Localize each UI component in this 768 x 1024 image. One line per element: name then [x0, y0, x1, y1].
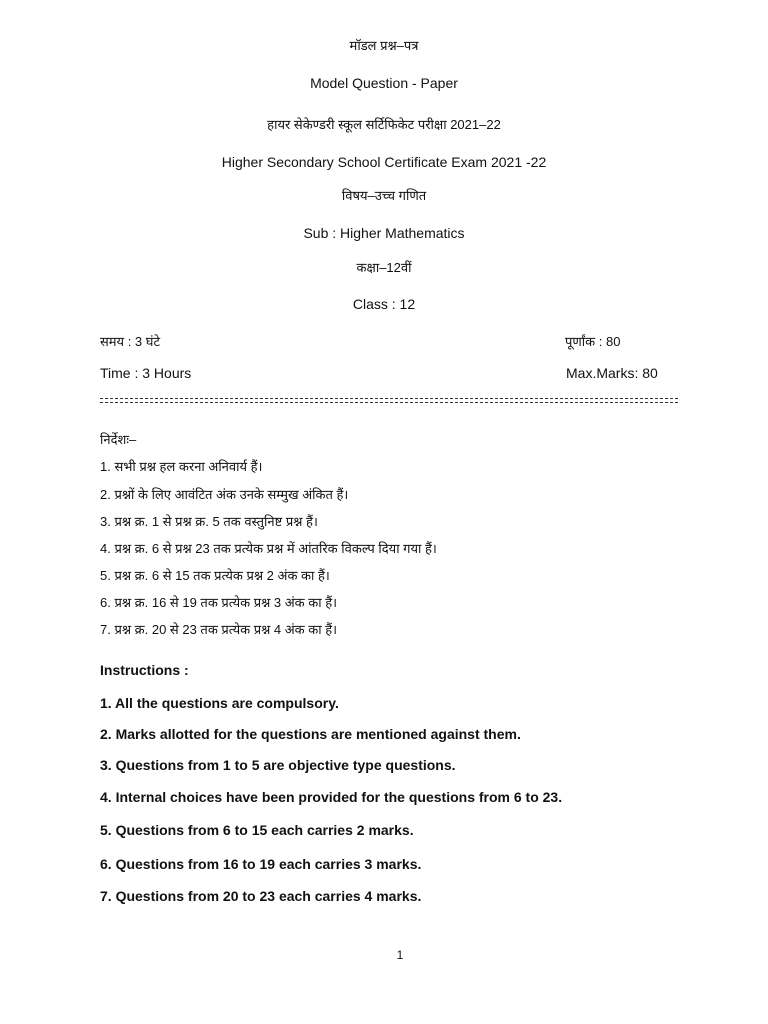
english-time: Time : 3 Hours	[100, 365, 192, 381]
hindi-instruction-item: 1. सभी प्रश्न हल करना अनिवार्य हैं।	[100, 459, 263, 474]
english-instruction-item: 5. Questions from 6 to 15 each carries 2 marks.	[100, 822, 414, 838]
page-number: 1	[396, 948, 404, 962]
separator-rule	[100, 398, 678, 403]
hindi-class: कक्षा–12वीं	[356, 260, 412, 275]
hindi-subject: विषय–उच्च गणित	[341, 188, 427, 203]
english-subject: Sub : Higher Mathematics	[303, 225, 465, 241]
english-instruction-item: 1. All the questions are compulsory.	[100, 695, 339, 711]
english-exam-title: Higher Secondary School Certificate Exam 2021 -22	[221, 154, 547, 170]
english-instruction-item: 4. Internal choices have been provided for the questions from 6 to 23.	[100, 789, 563, 805]
hindi-instruction-item: 7. प्रश्न क्र. 20 से 23 तक प्रत्येक प्रश्न 4 अंक का हैं।	[100, 622, 338, 637]
english-instructions-title: Instructions :	[100, 662, 189, 678]
english-instruction-item: 2. Marks allotted for the questions are mentioned against them.	[100, 726, 521, 742]
english-model-paper-title: Model Question - Paper	[310, 75, 458, 91]
hindi-model-paper-title: मॉडल प्रश्न–पत्र	[349, 38, 419, 53]
hindi-instruction-item: 3. प्रश्न क्र. 1 से प्रश्न क्र. 5 तक वस्तुनिष्ट प्रश्न हैं।	[100, 514, 318, 529]
hindi-instruction-item: 4. प्रश्न क्र. 6 से प्रश्न 23 तक प्रत्येक प्रश्न में आंतरिक विकल्प दिया गया हैं।	[100, 541, 437, 556]
english-class: Class : 12	[352, 296, 416, 312]
english-instruction-item: 6. Questions from 16 to 19 each carries 3 marks.	[100, 856, 422, 872]
hindi-instruction-item: 6. प्रश्न क्र. 16 से 19 तक प्रत्येक प्रश्न 3 अंक का हैं।	[100, 595, 338, 610]
english-instruction-item: 3. Questions from 1 to 5 are objective type questions.	[100, 757, 456, 773]
hindi-time: समय : 3 घंटे	[100, 334, 161, 349]
hindi-instructions-title: निर्देशः–	[100, 432, 137, 447]
english-instruction-item: 7. Questions from 20 to 23 each carries 4 marks.	[100, 888, 422, 904]
english-max-marks: Max.Marks: 80	[566, 365, 658, 381]
hindi-exam-title: हायर सेकेण्डरी स्कूल सर्टिफिकेट परीक्षा 2021–22	[267, 117, 501, 132]
hindi-instruction-item: 5. प्रश्न क्र. 6 से 15 तक प्रत्येक प्रश्न 2 अंक का हैं।	[100, 568, 330, 583]
hindi-instruction-item: 2. प्रश्नों के लिए आवंटित अंक उनके सम्मुख अंकित हैं।	[100, 487, 349, 502]
hindi-max-marks: पूर्णांक : 80	[565, 334, 621, 349]
